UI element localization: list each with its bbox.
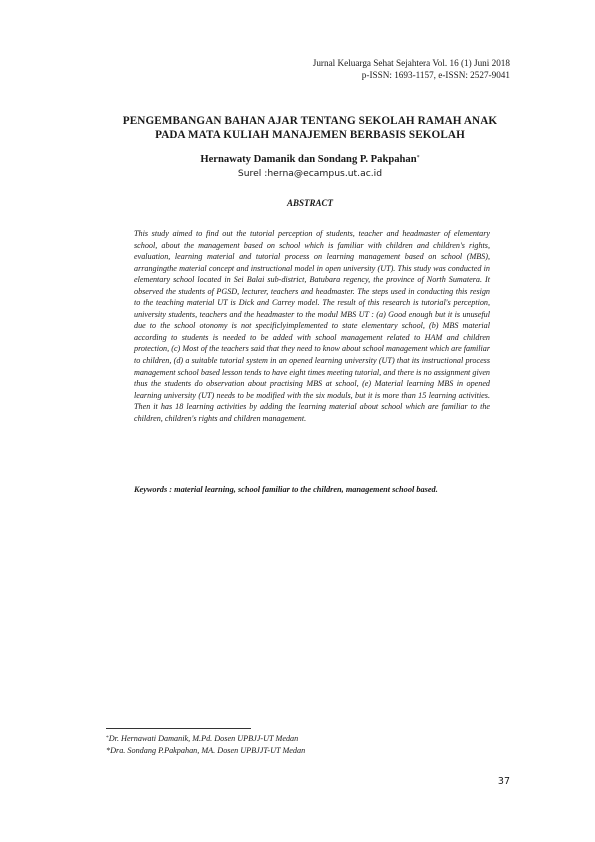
paper-title-line-1: PENGEMBANGAN BAHAN AJAR TENTANG SEKOLAH RAMAH ANAK [122,115,498,127]
keywords-label: Keywords : [134,485,175,494]
author-footnote-mark: * [416,155,420,161]
footnote-1-text: Dr. Hernawati Damanik, M.Pd. Dosen UPBJJ-UT Medan [108,734,299,743]
keywords-text: material learning, school familiar to the children, management school based. [174,485,438,494]
footnotes [106,733,506,756]
abstract-heading: ABSTRACT [286,198,333,208]
journal-name-volume: Jurnal Keluarga Sehat Sejahtera Vol. 16 (1) Juni 2018 [312,58,510,68]
journal-issn: p-ISSN: 1693-1157, e-ISSN: 2527-9041 [361,70,510,80]
footnote-1 [106,733,506,745]
paper-title [105,114,515,142]
abstract-body: This study aimed to find out the tutorial perception of students, teacher and headmaster of elementary school, about the management based on school which is familiar with children and children's rights, evaluation, learning material and tutorial process on learning management based on school (MBS), arrangingthe material concept and instructional model in open university (UT). This study was conducted in elementary school located in Sei Balai sub-district, Batubara regency, the province of North Sumatera. It observed the students of PGSD, lecturer, teachers and headmaster. The steps used in conducting this resign to the teaching material UT is Dick and Carrey model. The result of this research is tutorial's perception, university students, teachers and the headmaster to the modul MBS UT : (a) Good enough but it is unuseful due to the school otonomy is not specificlyimplemented to state elementary school, (b) MBS material according to students is needed to be added with school management related to HAM and children protection, (c) Most of the teachers said that they need to know about school management which are familiar to children, (d) a suitable tutorial system in an opened learning university (UT) that its instructional process management school based lesson tends to have eight times meeting tutorial, and there is no assignment given thus the students do observation about practising MBS at school, (e) Material learning MBS in opened learning university (UT) needs to be modified with the six moduls, but it is more than 15 learning activities. Then it has 18 learning activities by adding the learning material about school which are familiar to the children, children's rights and children management. [134,229,490,423]
footnote-divider [106,728,251,729]
footnote-1-mark: * [106,735,109,741]
keywords [134,484,490,497]
author-email: Surel :herna@ecampus.ut.ac.id [237,168,383,179]
author-names: Hernawaty Damanik dan Sondang P. Pakpahan [200,154,417,165]
paper-title-line-2: PADA MATA KULIAH MANAJEMEN BERBASIS SEKOLAH [155,129,465,141]
page-number: 37 [497,776,510,787]
journal-header [313,57,510,81]
footnote-2: *Dra. Sondang P.Pakpahan, MA. Dosen UPBJJT-UT Medan [106,745,306,755]
author-list [105,153,515,167]
